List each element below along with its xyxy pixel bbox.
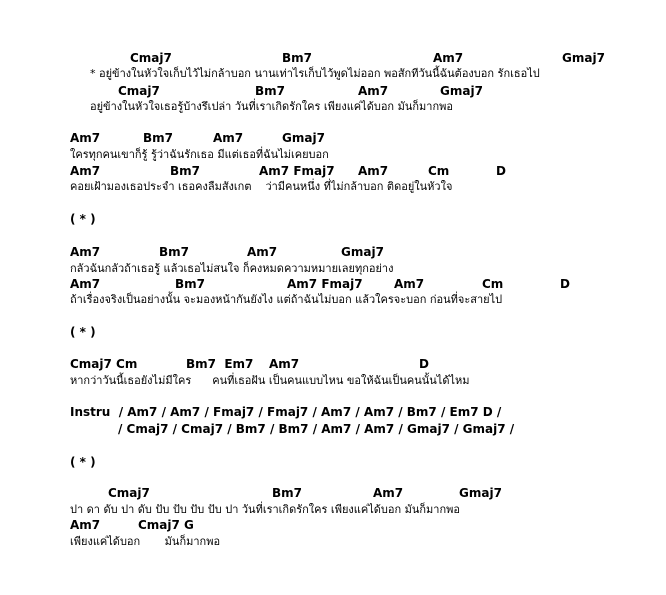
chord: Cm bbox=[428, 164, 450, 178]
chord: Cmaj7 Cm bbox=[70, 357, 138, 371]
chord: Am7 bbox=[358, 164, 389, 178]
chord: Cmaj7 G bbox=[138, 518, 194, 532]
repeat-marker: ( * ) bbox=[70, 325, 96, 339]
lyric-line: ถ้าเรื่องจริงเป็นอย่างนั้น จะมองหน้ากันยังไง แต่ถ้าฉันไม่บอก แล้วใครจะบอก ก่อนที่จะสายไป bbox=[70, 293, 503, 306]
repeat-marker: ( * ) bbox=[70, 212, 96, 226]
chord: Gmaj7 bbox=[440, 84, 483, 98]
chord: Am7 bbox=[70, 518, 101, 532]
chord: Am7 bbox=[247, 245, 278, 259]
lyric-line: คอยเฝ้ามองเธอประจำ เธอคงลืมสังเกต ว่ามีคนหนึ่ง ที่ไม่กล้าบอก ติดอยู่ในหัวใจ bbox=[70, 180, 453, 193]
chord: Cmaj7 bbox=[130, 51, 172, 65]
chord: Bm7 bbox=[272, 486, 302, 500]
instrumental-line: Instru / Am7 / Am7 / Fmaj7 / Fmaj7 / Am7 / Am7 / Bm7 / Em7 D / bbox=[70, 405, 502, 419]
lyric-line: ใครทุกคนเขาก็รู้ รู้ว่าฉันรักเธอ มีแต่เธอที่ฉันไม่เคยบอก bbox=[70, 148, 329, 161]
chord: Bm7 bbox=[282, 51, 312, 65]
chord: Bm7 bbox=[175, 277, 205, 291]
chord: Am7 bbox=[373, 486, 404, 500]
chord: Am7 bbox=[70, 277, 101, 291]
chord: Bm7 bbox=[255, 84, 285, 98]
chord: Gmaj7 bbox=[562, 51, 605, 65]
repeat-marker: ( * ) bbox=[70, 455, 96, 469]
chord: Am7 bbox=[394, 277, 425, 291]
chord: Am7 bbox=[213, 131, 244, 145]
chord: Bm7 bbox=[143, 131, 173, 145]
chord: Gmaj7 bbox=[341, 245, 384, 259]
chord: D bbox=[560, 277, 570, 291]
chord: D bbox=[419, 357, 429, 371]
chord: Am7 Fmaj7 bbox=[287, 277, 363, 291]
chord: Bm7 Em7 bbox=[186, 357, 254, 371]
chord: Gmaj7 bbox=[459, 486, 502, 500]
chord: Am7 bbox=[433, 51, 464, 65]
chord: Am7 bbox=[70, 131, 101, 145]
chord: Am7 bbox=[358, 84, 389, 98]
chord: Am7 bbox=[70, 245, 101, 259]
lyric-line: ปา ดา ดับ ปา ดับ ปับ ปับ ปับ ปับ ปา วันที่เราเกิดรักใคร เพียงแค่ได้บอก มันก็มากพอ bbox=[70, 503, 461, 516]
chord: Bm7 bbox=[159, 245, 189, 259]
chord: Gmaj7 bbox=[282, 131, 325, 145]
chord: Bm7 bbox=[170, 164, 200, 178]
chord: Am7 Fmaj7 bbox=[259, 164, 335, 178]
chord: Cmaj7 bbox=[118, 84, 160, 98]
chord: Am7 bbox=[70, 164, 101, 178]
lyric-line: * อยู่ข้างในหัวใจเก็บไว้ไม่กล้าบอก นานเท่าไรเก็บไว้พูดไม่ออก พอสักทีวันนี้ฉันต้องบอก รักเธอไป bbox=[90, 67, 540, 80]
lyric-line: อยู่ข้างในหัวใจเธอรู้บ้างรึเปล่า วันที่เราเกิดรักใคร เพียงแค่ได้บอก มันก็มากพอ bbox=[90, 100, 453, 113]
chord: D bbox=[496, 164, 506, 178]
chord: Cm bbox=[482, 277, 504, 291]
lyric-line: หากว่าวันนี้เธอยังไม่มีใคร คนที่เธอฝัน เป็นคนแบบไหน ขอให้ฉันเป็นคนนั้นได้ไหม bbox=[70, 374, 470, 387]
instrumental-line: / Cmaj7 / Cmaj7 / Bm7 / Bm7 / Am7 / Am7 / Gmaj7 / Gmaj7 / bbox=[118, 422, 515, 436]
chord: Cmaj7 bbox=[108, 486, 150, 500]
lyric-line: เพียงแค่ได้บอก มันก็มากพอ bbox=[70, 535, 221, 548]
lyric-line: กลัวฉันกลัวถ้าเธอรู้ แล้วเธอไม่สนใจ ก็คงหมดความหมายเลยทุกอย่าง bbox=[70, 262, 394, 275]
chord: Am7 bbox=[269, 357, 300, 371]
